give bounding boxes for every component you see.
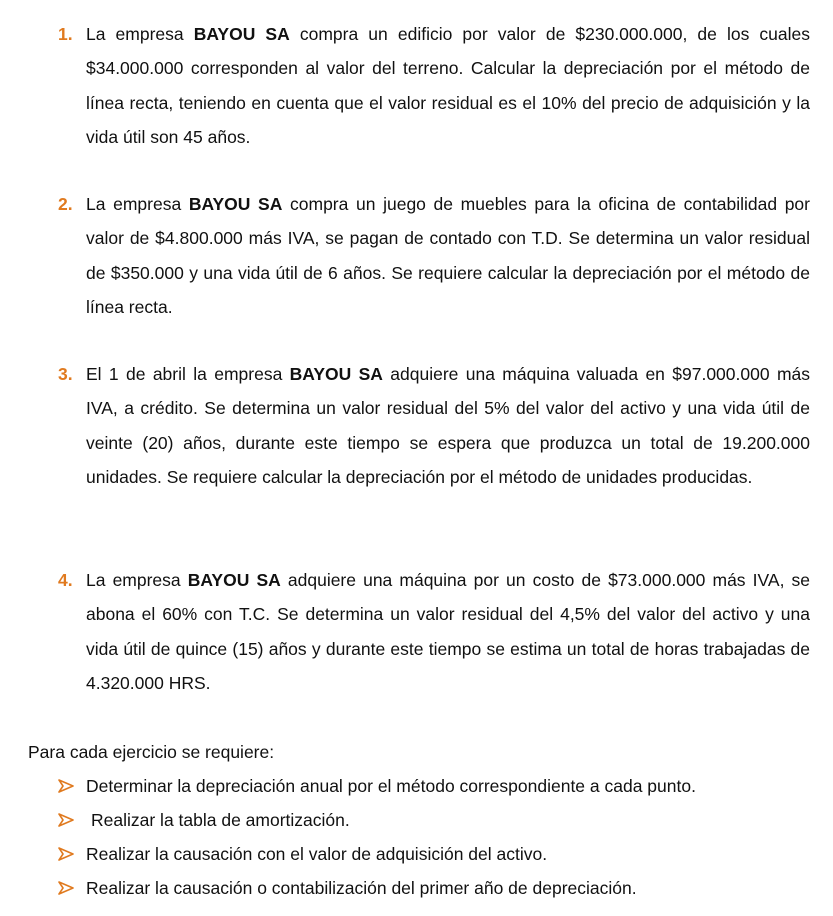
company-name: BAYOU SA [187, 570, 281, 590]
exercise-1 [58, 17, 810, 155]
exercise-2 [58, 187, 810, 325]
exercise-text-rest: adquiere una máquina valuada en $97.000.000 más IVA, a crédito. Se determina un valor residual del 5% del valor del activo y una vida útil de veinte (20) años, durante este tiempo se espera que produzca un total de 19.200.000 unidades. Se requiere calcular la depreciación por el método de unidades producidas. [86, 364, 811, 488]
requirements-title: Para cada ejercicio se requiere: [28, 742, 275, 762]
exercise-number: 1. [58, 24, 73, 44]
exercise-3 [58, 357, 810, 495]
requirement-text: Realizar la causación o contabilización del primer año de depreciación. [86, 878, 637, 898]
arrow-right-icon [58, 779, 74, 793]
exercise-4 [58, 563, 810, 701]
exercise-text-start: La empresa [86, 570, 188, 590]
exercise-text [86, 563, 810, 701]
company-name: BAYOU SA [188, 194, 283, 214]
exercise-number: 4. [58, 570, 73, 590]
exercise-text [86, 187, 810, 325]
exercise-text-rest: compra un edificio por valor de $230.000.000, de los cuales $34.000.000 corresponden al valor del terreno. Calcular la depreciación por el método de línea recta, teniendo en cuenta que el valor residual es el 10% del precio de adquisición y la vida útil son 45 años. [86, 24, 811, 148]
exercise-text [86, 357, 810, 495]
requirement-text: Determinar la depreciación anual por el método correspondiente a cada punto. [86, 776, 696, 796]
exercise-text-start: El 1 de abril la empresa [86, 364, 290, 384]
requirement-text: Realizar la causación con el valor de adquisición del activo. [86, 844, 548, 864]
arrow-right-icon [58, 847, 74, 861]
exercise-text [86, 17, 810, 155]
company-name: BAYOU SA [193, 24, 290, 44]
exercise-text-start: La empresa [86, 24, 194, 44]
exercise-text-rest: compra un juego de muebles para la oficina de contabilidad por valor de $4.800.000 más IVA, se pagan de contado con T.D. Se determina un valor residual de $350.000 y una vida útil de 6 años. Se requiere calcular la depreciación por el método de línea recta. [86, 194, 810, 318]
exercise-number: 2. [58, 194, 73, 214]
exercise-number: 3. [58, 364, 73, 384]
requirement-text: Realizar la tabla de amortización. [91, 810, 350, 830]
arrow-right-icon [58, 813, 74, 827]
exercise-text-rest: adquiere una máquina por un costo de $73.000.000 más IVA, se abona el 60% con T.C. Se determina un valor residual del 4,5% del valor del activo y una vida útil de quince (15) años y durante este tiempo se estima un total de horas trabajadas de 4.320.000 HRS. [86, 570, 811, 694]
arrow-right-icon [58, 881, 74, 895]
company-name: BAYOU SA [289, 364, 383, 384]
exercise-text-start: La empresa [86, 194, 189, 214]
